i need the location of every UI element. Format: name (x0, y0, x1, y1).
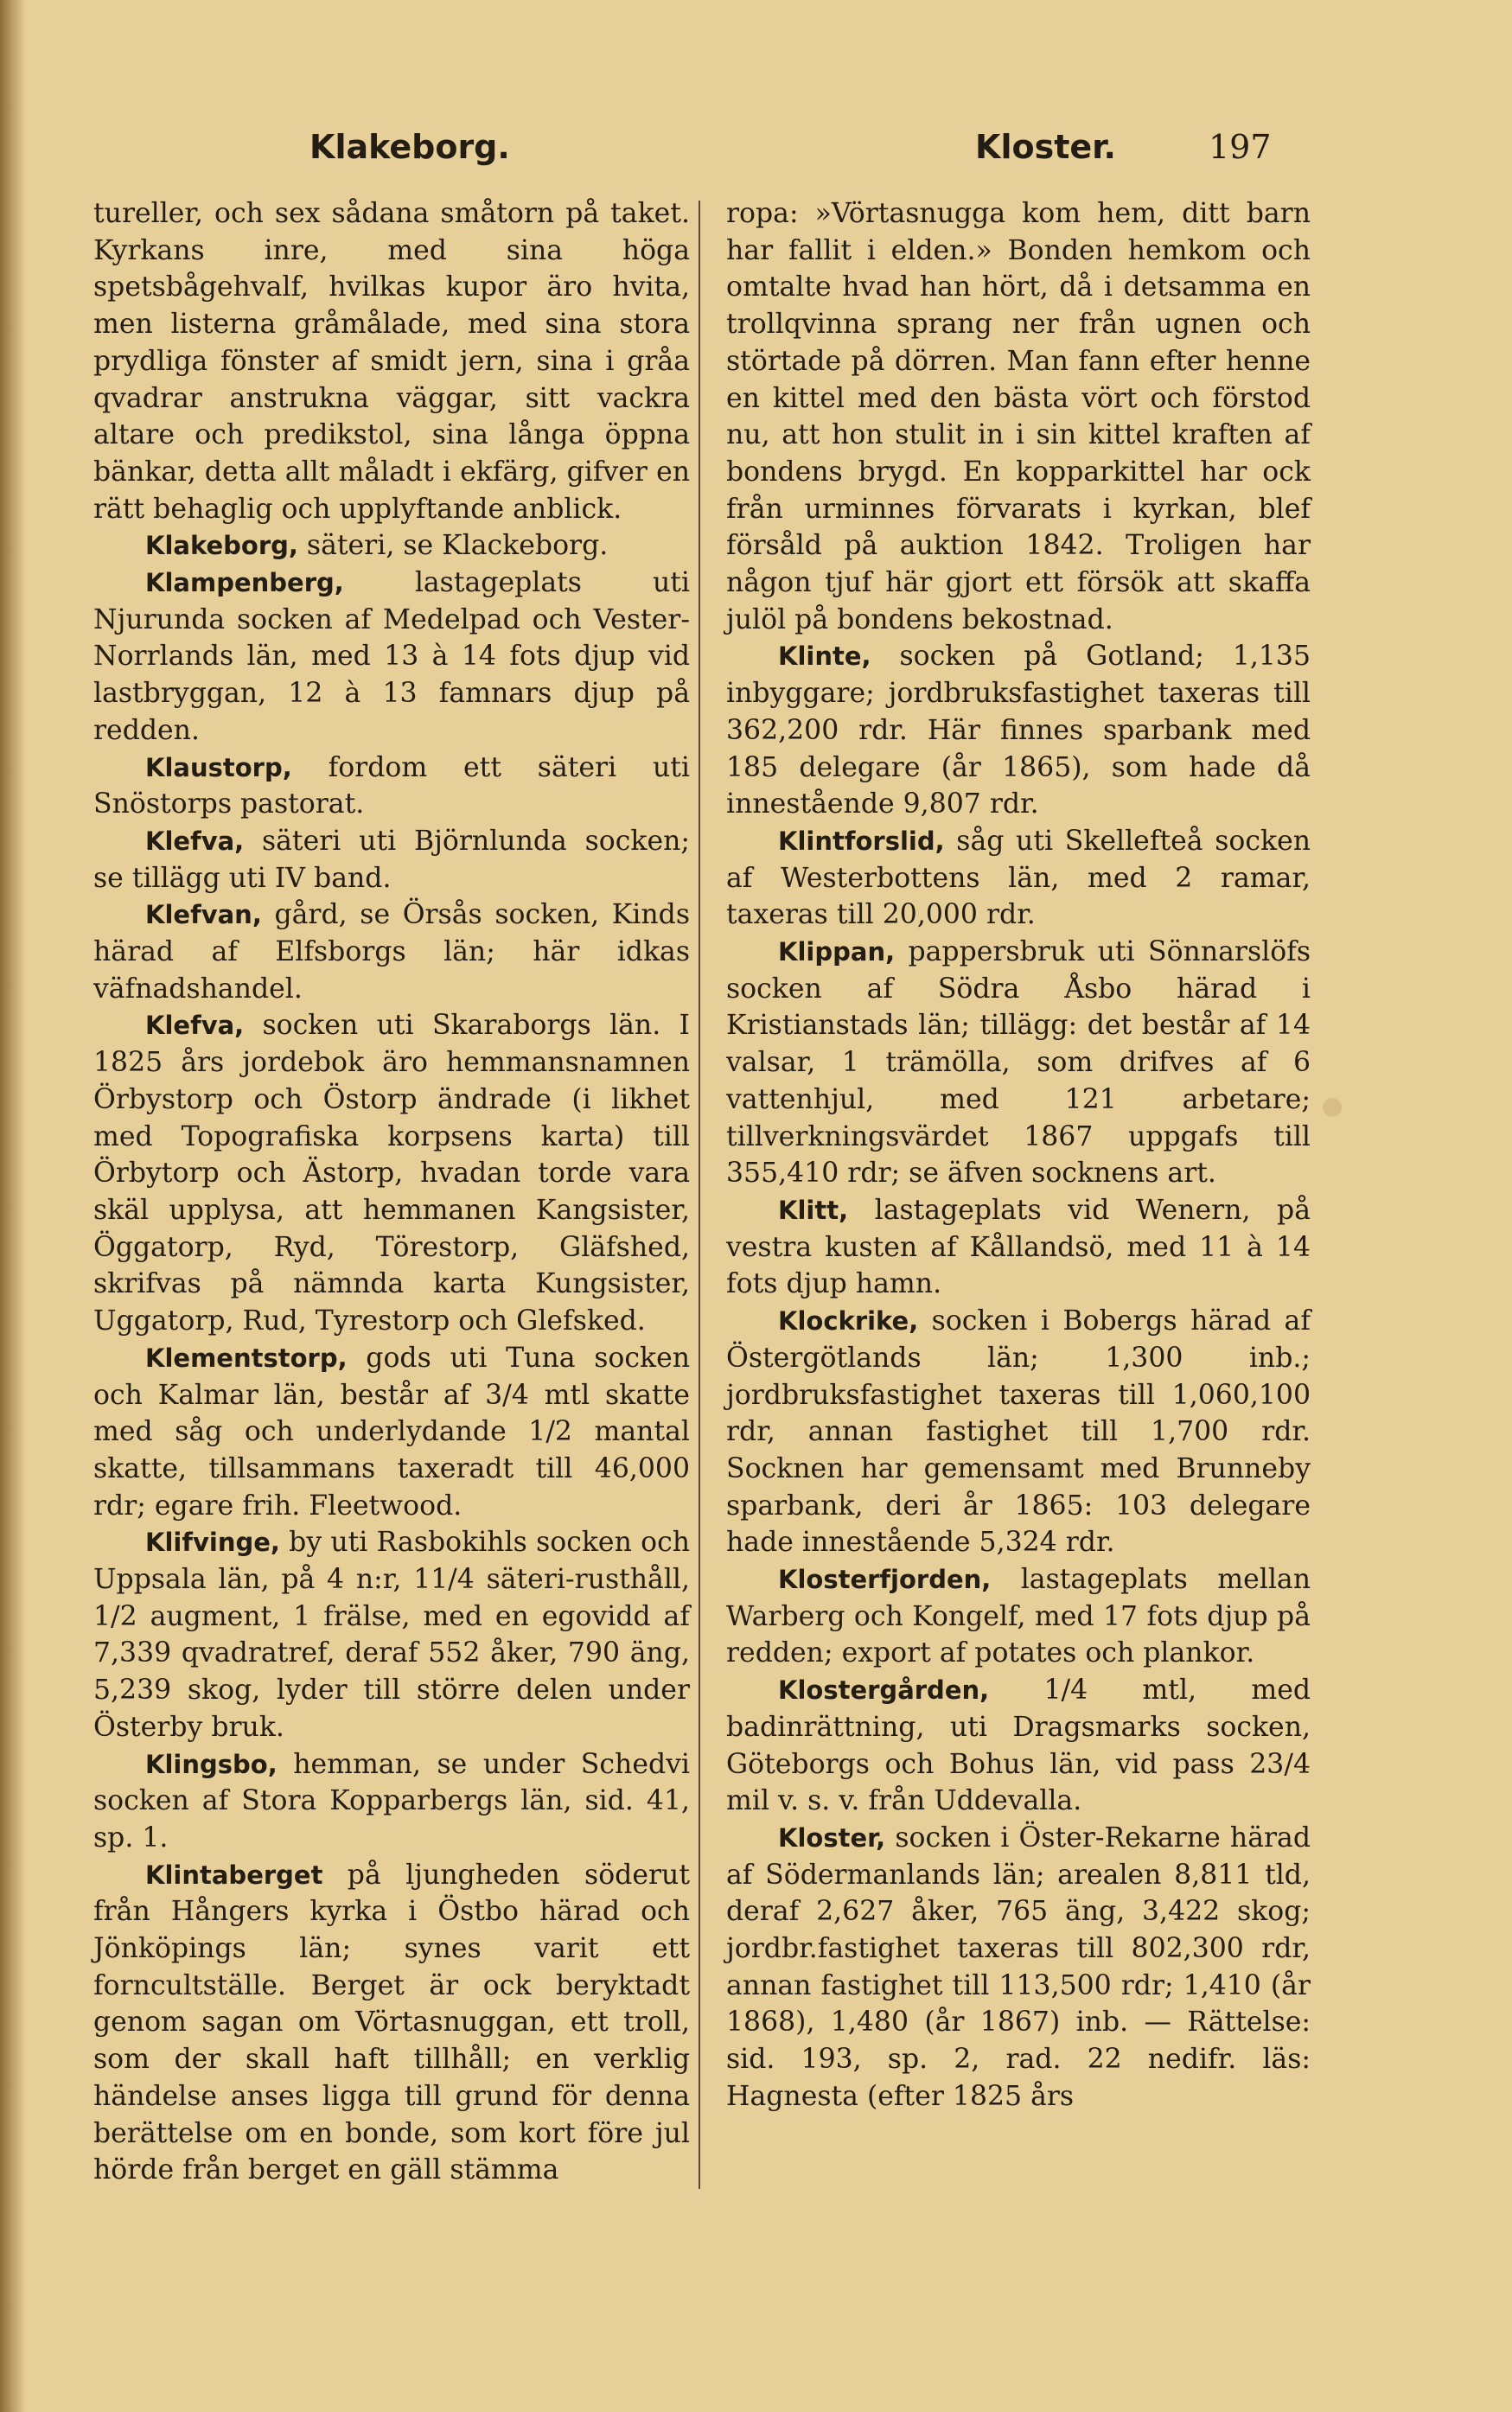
running-head-right: Kloster. (975, 128, 1116, 166)
entry-headword: Klippan, (778, 937, 896, 967)
entry-klosterfjorden: Klosterfjorden, lastageplats mellan Warberg och Kongelf, med 17 fots djup på redden; export af potates och plankor. (726, 1564, 1311, 1669)
entry-klefva-2: Klefva, socken uti Skaraborgs län. I 1825 års jordebok äro hemmansnamnen Örbystorp och Östorp ändrade (i likhet med Topografiska korpsens karta) till Örbytorp och Ästorp, hvadan torde vara skäl upplysa, att hemmanen Kangsister, Öggatorp, Ryd, Törestorp, Gläfshed, skrifvas på nämnda karta Kungsister, Uggatorp, Rud, Tyrestorp och Glefsked. (93, 1010, 690, 1337)
entry-klementstorp: Klementstorp, gods uti Tuna socken och Kalmar län, består af 3/4 mtl skatte med såg och underlydande 1/2 mantal skatte, tillsammans taxeradt till 46,000 rdr; egare frih. Fleetwood. (93, 1342, 690, 1522)
entry-headword: Klefva, (145, 826, 245, 856)
entry-klitt: Klitt, lastageplats vid Wenern, på vestra kusten af Kållandsö, med 11 à 14 fots djup hamn. (726, 1194, 1311, 1300)
entry-klaustorp: Klaustorp, fordom ett säteri uti Snöstorps pastorat. (93, 751, 690, 820)
page-header (93, 128, 1304, 180)
entry-headword: Klintaberget (145, 1860, 323, 1890)
entry-headword: Klitt, (778, 1195, 849, 1225)
entry-headword: Klingsbo, (145, 1749, 278, 1779)
entry-klampenberg: Klampenberg, lastageplats uti Njurunda socken af Medelpad och Vester-Norrlands län, med 13 à 14 fots djup vid lastbryggan, 12 à 13 famnars djup på redden. (93, 567, 690, 746)
entry-klefvan: Klefvan, gård, se Örsås socken, Kinds härad af Elfsborgs län; här idkas väfnadshandel. (93, 899, 690, 1005)
entry-headword: Klostergården, (778, 1675, 990, 1706)
entry-headword: Kloster, (778, 1822, 886, 1853)
entry-klingsbo: Klingsbo, hemman, se under Schedvi socken af Stora Kopparbergs län, sid. 41, sp. 1. (93, 1748, 690, 1854)
entry-klintaberget: Klintaberget på ljungheden söderut från Hångers kyrka i Östbo härad och Jönköpings län; synes varit ett forncultställe. Berget är ock beryktadt genom sagan om Vörtasnuggan, ett troll, som der skall haft tillhåll; en verklig händelse anses ligga till grund för denna berättelse om en bonde, som kort före jul hörde från berget en gäll stämma (93, 1859, 690, 2186)
entry-headword: Klaustorp, (145, 752, 292, 782)
right-column (726, 195, 1311, 2115)
entry-headword: Klosterfjorden, (778, 1565, 992, 1595)
entry-klakeborg: Klakeborg, säteri, se Klackeborg. (145, 530, 609, 562)
entry-klifvinge: Klifvinge, by uti Rasbokihls socken och Uppsala län, på 4 n:r, 11/4 säteri-rusthåll, 1/2 augment, 1 frälse, med en egovidd af 7,339 qvadratref, deraf 552 åker, 790 äng, 5,239 skog, lyder till större delen under Österby bruk. (93, 1527, 690, 1743)
page-number: 197 (1209, 128, 1272, 166)
page-binding-edge (0, 0, 26, 2412)
entry-text: ropa: »Vörtasnugga kom hem, ditt barn har fallit i elden.» Bonden hemkom och omtalte hvad han hört, då i detsamma en trollqvinna sprang ner från ugnen och störtade på dörren. Man fann efter henne en kittel med den bästa vört och förstod nu, att hon stulit in i sin kittel kraften af bondens brygd. En kopparkittel har ock från urminnes förvarats i kyrkan, blef försåld på auktion 1842. Troligen har någon tjuf här gjort ett försök att skaffa julöl på bondens bekostnad. (726, 198, 1311, 635)
entry-headword: Klakeborg, (145, 531, 298, 561)
entry-klefva-1: Klefva, säteri uti Björnlunda socken; se tillägg uti IV band. (93, 825, 690, 894)
entry-headword: Klementstorp, (145, 1343, 348, 1373)
entry-headword: Klockrike, (778, 1306, 919, 1337)
entry-headword: Klefva, (145, 1011, 245, 1041)
entry-headword: Klifvinge, (145, 1528, 280, 1558)
entry-klostergarden: Klostergården, 1/4 mtl, med badinrättning, uti Dragsmarks socken, Göteborgs och Bohus län, vid pass 23/4 mil v. s. v. från Uddevalla. (726, 1675, 1311, 1817)
entry-headword: Klintforslid, (778, 826, 945, 856)
entry-klintforslid: Klintforslid, såg uti Skellefteå socken af Westerbottens län, med 2 ramar, taxeras till 20,000 rdr. (726, 825, 1311, 931)
column-divider (699, 201, 700, 2189)
entry-headword: Klinte, (778, 641, 871, 672)
entry-klippan: Klippan, pappersbruk uti Sönnarslöfs socken af Södra Åsbo härad i Kristianstads län; tillägg: det består af 14 valsar, 1 trämölla, som drifves af 6 vattenhjul, med 121 arbetare; tillverkningsvärdet 1867 uppgafs till 355,410 rdr; se äfven socknens art. (726, 936, 1311, 1190)
entry-text: tureller, och sex sådana småtorn på taket. Kyrkans inre, med sina höga spetsbågehvalf, hvilkas kupor äro hvita, men listerna gråmålade, med sina stora prydliga fönster af smidt jern, sina i gråa qvadrar anstrukna väggar, sitt vackra altare och predikstol, sina långa öppna bänkar, detta allt måladt i ekfärg, gifver en rätt behaglig och upplyftande anblick. (93, 198, 690, 525)
running-head-left: Klakeborg. (309, 128, 510, 166)
left-column (93, 195, 690, 2189)
entry-headword: Klefvan, (145, 900, 262, 930)
entry-kloster: Kloster, socken i Öster-Rekarne härad af Södermanlands län; arealen 8,811 tld, deraf 2,627 åker, 765 äng, 3,422 skog; jordbr.fastighet taxeras till 802,300 rdr, annan fastighet till 113,500 rdr; 1,410 (år 1868), 1,480 (år 1867) inb. — Rättelse: sid. 193, sp. 2, rad. 22 nedifr. läs: Hagnesta (efter 1825 års (726, 1822, 1311, 2112)
entry-klinte: Klinte, socken på Gotland; 1,135 inbyggare; jordbruksfastighet taxeras till 362,200 rdr. Här finnes sparbank med 185 delegare (år 1865), som hade då innestående 9,807 rdr. (726, 641, 1311, 820)
entry-headword: Klampenberg, (145, 568, 344, 598)
paper-stain (1323, 1098, 1342, 1117)
entry-klockrike: Klockrike, socken i Bobergs härad af Östergötlands län; 1,300 inb.; jordbruksfastighet taxeras till 1,060,100 rdr, annan fastighet till 1,700 rdr. Socknen har gemensamt med Brunneby sparbank, deri år 1865: 103 delegare hade innestående 5,324 rdr. (726, 1305, 1311, 1559)
